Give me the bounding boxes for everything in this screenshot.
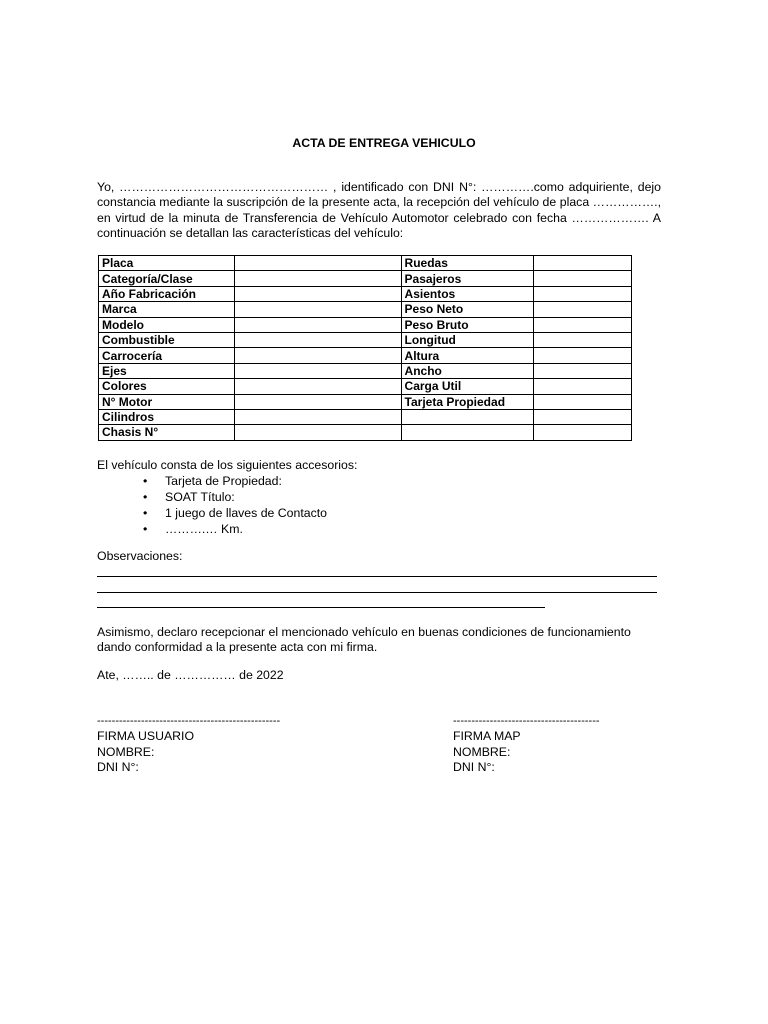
signature-label: FIRMA USUARIO (97, 729, 195, 744)
table-cell-row-value (235, 286, 401, 301)
list-item: • 1 juego de llaves de Contacto (143, 505, 327, 521)
table-cell-row-value (533, 394, 631, 409)
list-item: • Tarjeta de Propiedad: (143, 473, 327, 489)
table-cell-row-label: Marca (99, 302, 235, 317)
table-row (99, 348, 632, 363)
table-row (99, 394, 632, 409)
table-cell-row-value (533, 271, 631, 286)
declaration-paragraph: Asimismo, declaro recepcionar el mencionado vehículo en buenas condiciones de funcionamiento dando conformidad a la presente acta con mi firma. (97, 625, 631, 655)
table-row (99, 332, 632, 347)
table-cell-row-value (235, 379, 401, 394)
table-row (99, 317, 632, 332)
table-cell-row-label: Placa (99, 256, 235, 271)
signature-label: FIRMA MAP (453, 729, 521, 744)
table-cell-row-value (235, 302, 401, 317)
signature-line: -------------------------------------------------- (97, 715, 281, 727)
table-cell-row-label: Categoría/Clase (99, 271, 235, 286)
table-cell-row-label: Colores (99, 379, 235, 394)
table-cell-row-label: Combustible (99, 332, 235, 347)
observation-line (97, 592, 657, 593)
signature-dni: DNI N°: (97, 760, 139, 775)
accessories-intro: El vehículo consta de los siguientes accesorios: (97, 458, 358, 472)
table-cell-row-label: Cilindros (99, 409, 235, 424)
table-cell-row-value (235, 348, 401, 363)
table-cell-row-value (533, 302, 631, 317)
table-row (99, 302, 632, 317)
table-row (99, 379, 632, 394)
table-cell-row-label: Carga Util (401, 379, 533, 394)
date-line: Ate, …….. de …………… de 2022 (97, 668, 284, 682)
intro-paragraph: Yo, …………………………………………… , identificado con DNI N°: ………….como adquiriente, dejo constancia mediante la suscripción de la presente acta, la recepción del vehículo de placa ……………., en virtud de la minuta de Transferencia de Vehículo Automotor celebrado con fecha ………………. A continuación se detallan las características del vehículo: (97, 180, 661, 241)
signature-line: ---------------------------------------- (453, 715, 600, 727)
list-item: • ……….… Km. (143, 521, 327, 537)
table-cell-row-label: Ruedas (401, 256, 533, 271)
table-cell-row-value (235, 271, 401, 286)
table-cell-row-label: Chasis N° (99, 425, 235, 440)
table-cell-row-label: Longitud (401, 332, 533, 347)
table-row (99, 409, 632, 424)
table-cell-row-value (235, 409, 401, 424)
observation-line (97, 607, 545, 608)
list-item: • SOAT Título: (143, 489, 327, 505)
table-cell-row-value (533, 363, 631, 378)
table-cell-row-value (235, 363, 401, 378)
observations-label: Observaciones: (97, 549, 183, 563)
table-cell-row-value (533, 425, 631, 440)
table-cell-row-value (533, 256, 631, 271)
table-cell-row-value (533, 332, 631, 347)
table-cell-row-label: Pasajeros (401, 271, 533, 286)
signature-name: NOMBRE: (97, 744, 155, 759)
table-cell-row-label: Tarjeta Propiedad (401, 394, 533, 409)
table-cell-row-label: Peso Bruto (401, 317, 533, 332)
table-cell-row-value (533, 286, 631, 301)
table-cell-row-value (235, 332, 401, 347)
table-cell-row-label: Altura (401, 348, 533, 363)
table-cell-row-value (235, 425, 401, 440)
observation-line (97, 576, 657, 577)
table-cell-row-label: Ancho (401, 363, 533, 378)
table-cell-row-label: Año Fabricación (99, 286, 235, 301)
signature-dni: DNI N°: (453, 760, 495, 775)
table-cell-row-value (235, 256, 401, 271)
table-cell-row-label (401, 425, 533, 440)
table-cell-row-value (533, 409, 631, 424)
table-row (99, 425, 632, 440)
accessories-list (143, 473, 327, 537)
signature-block-user (97, 714, 280, 776)
table-row (99, 271, 632, 286)
signature-name: NOMBRE: (453, 744, 511, 759)
table-cell-row-label: Ejes (99, 363, 235, 378)
table-cell-row-label (401, 409, 533, 424)
table-cell-row-value (235, 394, 401, 409)
table-cell-row-value (533, 317, 631, 332)
table-cell-row-label: Peso Neto (401, 302, 533, 317)
table-cell-row-value (533, 348, 631, 363)
table-row (99, 363, 632, 378)
table-row (99, 286, 632, 301)
table-row (99, 256, 632, 271)
table-cell-row-value (533, 379, 631, 394)
table-cell-row-label: Asientos (401, 286, 533, 301)
signature-block-map (453, 714, 600, 776)
table-cell-row-label: Carrocería (99, 348, 235, 363)
table-cell-row-value (235, 317, 401, 332)
table-cell-row-label: N° Motor (99, 394, 235, 409)
vehicle-characteristics-table (98, 255, 632, 441)
document-title: ACTA DE ENTREGA VEHICULO (292, 136, 476, 150)
table-cell-row-label: Modelo (99, 317, 235, 332)
